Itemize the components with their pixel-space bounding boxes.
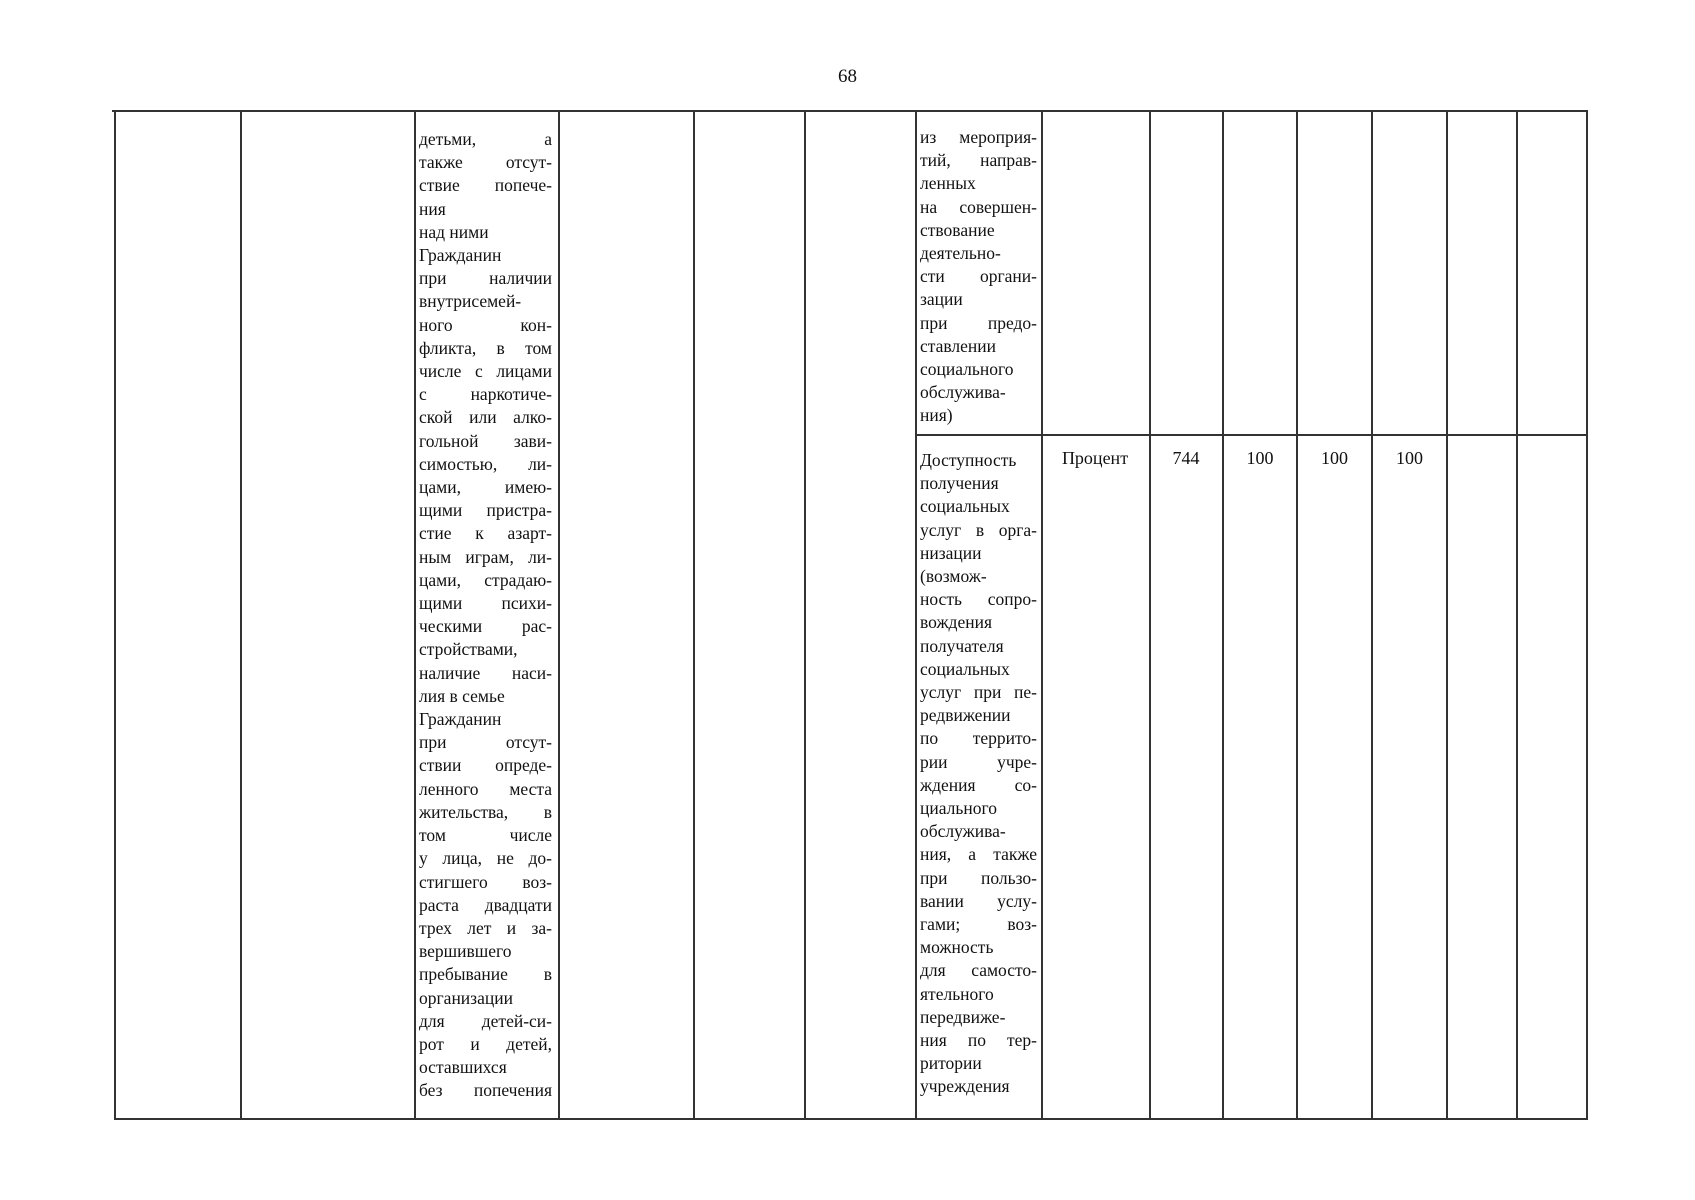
- text-line: низации: [920, 542, 982, 563]
- text-line: Гражданин: [419, 245, 502, 266]
- text-line: из мероприя-: [920, 127, 1037, 147]
- col-border-2: [414, 110, 416, 1120]
- unit-cell: Процент: [1061, 448, 1129, 468]
- col-border-7: [1041, 110, 1043, 1120]
- col-border-3: [558, 110, 560, 1120]
- text-line: редвижении: [920, 705, 1011, 726]
- text-line: с наркотиче-: [419, 384, 552, 405]
- text-line: социальных: [920, 496, 1010, 517]
- text-line: рии учре-: [920, 751, 1037, 772]
- text-line: стие к азарт-: [419, 523, 552, 544]
- text-line: ждения со-: [920, 774, 1037, 795]
- text-line: щими психи-: [419, 593, 552, 614]
- text-line: стройствами,: [419, 639, 518, 660]
- text-line: том числе: [419, 825, 552, 846]
- text-line: наличие наси-: [419, 662, 552, 683]
- text-line: оставшихся: [419, 1057, 507, 1078]
- indicator-name-cell-accessibility: [920, 449, 1037, 1099]
- text-line: рот и детей,: [419, 1033, 552, 1054]
- text-line: фликта, в том: [419, 337, 552, 358]
- text-line: ской или алко-: [419, 407, 552, 428]
- col-border-12: [1446, 110, 1448, 1120]
- okei-code-cell: 744: [1172, 448, 1200, 468]
- col-border-6: [915, 110, 917, 1120]
- text-line: передвиже-: [920, 1006, 1006, 1027]
- text-line: для детей-си-: [419, 1010, 552, 1031]
- text-line: ния: [419, 198, 446, 219]
- text-line: обслужива-: [920, 382, 1006, 403]
- text-line: социальных: [920, 658, 1010, 679]
- page-number: 68: [838, 66, 857, 87]
- text-line: ствование: [920, 219, 995, 240]
- text-line: жительства, в: [419, 801, 552, 822]
- text-line: (возмож-: [920, 566, 987, 587]
- text-line: для самосто-: [920, 960, 1037, 981]
- text-line: ствии опреде-: [419, 755, 552, 776]
- text-line: вании услу-: [920, 890, 1037, 911]
- text-line: стигшего воз-: [419, 871, 552, 892]
- text-line: лия в семье: [419, 685, 505, 706]
- value-cell-1: 100: [1246, 448, 1274, 468]
- text-line: при пользо-: [920, 867, 1037, 888]
- recipient-category-cell: [419, 128, 552, 1103]
- text-line: ствие попече-: [419, 175, 552, 196]
- text-line: сти органи-: [920, 266, 1037, 287]
- text-line: деятельно-: [920, 243, 1001, 264]
- text-line: вершившего: [419, 941, 512, 962]
- text-line: ность сопро-: [920, 589, 1037, 610]
- text-line: циального: [920, 798, 997, 819]
- text-line: при отсут-: [419, 732, 552, 753]
- text-line: гольной зави-: [419, 430, 552, 451]
- text-line: ритории: [920, 1053, 982, 1074]
- text-line: по террито-: [920, 728, 1037, 749]
- text-line: услуг в орга-: [920, 519, 1037, 540]
- text-line: без попечения: [419, 1080, 552, 1101]
- text-line: ного кон-: [419, 314, 552, 335]
- text-line: трех лет и за-: [419, 917, 552, 938]
- text-line: организации: [419, 987, 513, 1008]
- text-line: раста двадцати: [419, 894, 552, 915]
- text-line: при предо-: [920, 312, 1037, 333]
- col-border-10: [1296, 110, 1298, 1120]
- text-line: ния, а также: [920, 844, 1037, 865]
- text-line: детьми, а: [419, 129, 552, 149]
- table-top-border: [112, 110, 1587, 112]
- table-bottom-border: [114, 1118, 1588, 1120]
- col-border-14: [1586, 110, 1588, 1120]
- text-line: симостью, ли-: [419, 453, 552, 474]
- col-border-4: [693, 110, 695, 1120]
- text-line: ятельного: [920, 983, 994, 1004]
- text-line: у лица, не до-: [419, 848, 552, 869]
- text-line: Гражданин: [419, 709, 502, 730]
- text-line: ставлении: [920, 335, 997, 356]
- col-border-9: [1222, 110, 1224, 1120]
- text-line: ния по тер-: [920, 1030, 1037, 1051]
- text-line: получения: [920, 473, 999, 494]
- text-line: услуг при пе-: [920, 682, 1037, 703]
- text-line: цами, страдаю-: [419, 569, 552, 590]
- col-border-0: [114, 110, 116, 1120]
- col-border-8: [1149, 110, 1151, 1120]
- text-line: Доступность: [920, 450, 1017, 470]
- text-line: ленного места: [419, 778, 552, 799]
- text-line: на совершен-: [920, 196, 1037, 217]
- text-line: ным играм, ли-: [419, 546, 552, 567]
- text-line: обслужива-: [920, 821, 1006, 842]
- text-line: цами, имею-: [419, 477, 552, 498]
- indicator-name-cell-top: [920, 126, 1037, 428]
- text-line: ленных: [920, 173, 976, 194]
- text-line: над ними: [419, 221, 489, 242]
- value-cell-3: 100: [1396, 448, 1423, 468]
- text-line: зации: [920, 289, 963, 310]
- text-line: вождения: [920, 612, 992, 633]
- text-line: пребывание в: [419, 964, 552, 985]
- text-line: числе с лицами: [419, 361, 552, 382]
- col-border-11: [1371, 110, 1373, 1120]
- col-border-1: [240, 110, 242, 1120]
- text-line: ческими рас-: [419, 616, 552, 637]
- text-line: внутрисемей-: [419, 291, 522, 312]
- text-line: гами; воз-: [920, 914, 1037, 935]
- text-line: получателя: [920, 635, 1004, 656]
- text-line: щими пристра-: [419, 500, 552, 521]
- text-line: при наличии: [419, 268, 552, 289]
- text-line: социального: [920, 359, 1014, 380]
- col-border-13: [1516, 110, 1518, 1120]
- text-line: можность: [920, 937, 994, 958]
- text-line: также отсут-: [419, 152, 552, 173]
- value-cell-2: 100: [1321, 448, 1348, 468]
- row-divider: [915, 434, 1587, 436]
- col-border-5: [804, 110, 806, 1120]
- text-line: тий, направ-: [920, 150, 1037, 171]
- text-line: учреждения: [920, 1076, 1010, 1097]
- text-line: ния): [920, 405, 953, 426]
